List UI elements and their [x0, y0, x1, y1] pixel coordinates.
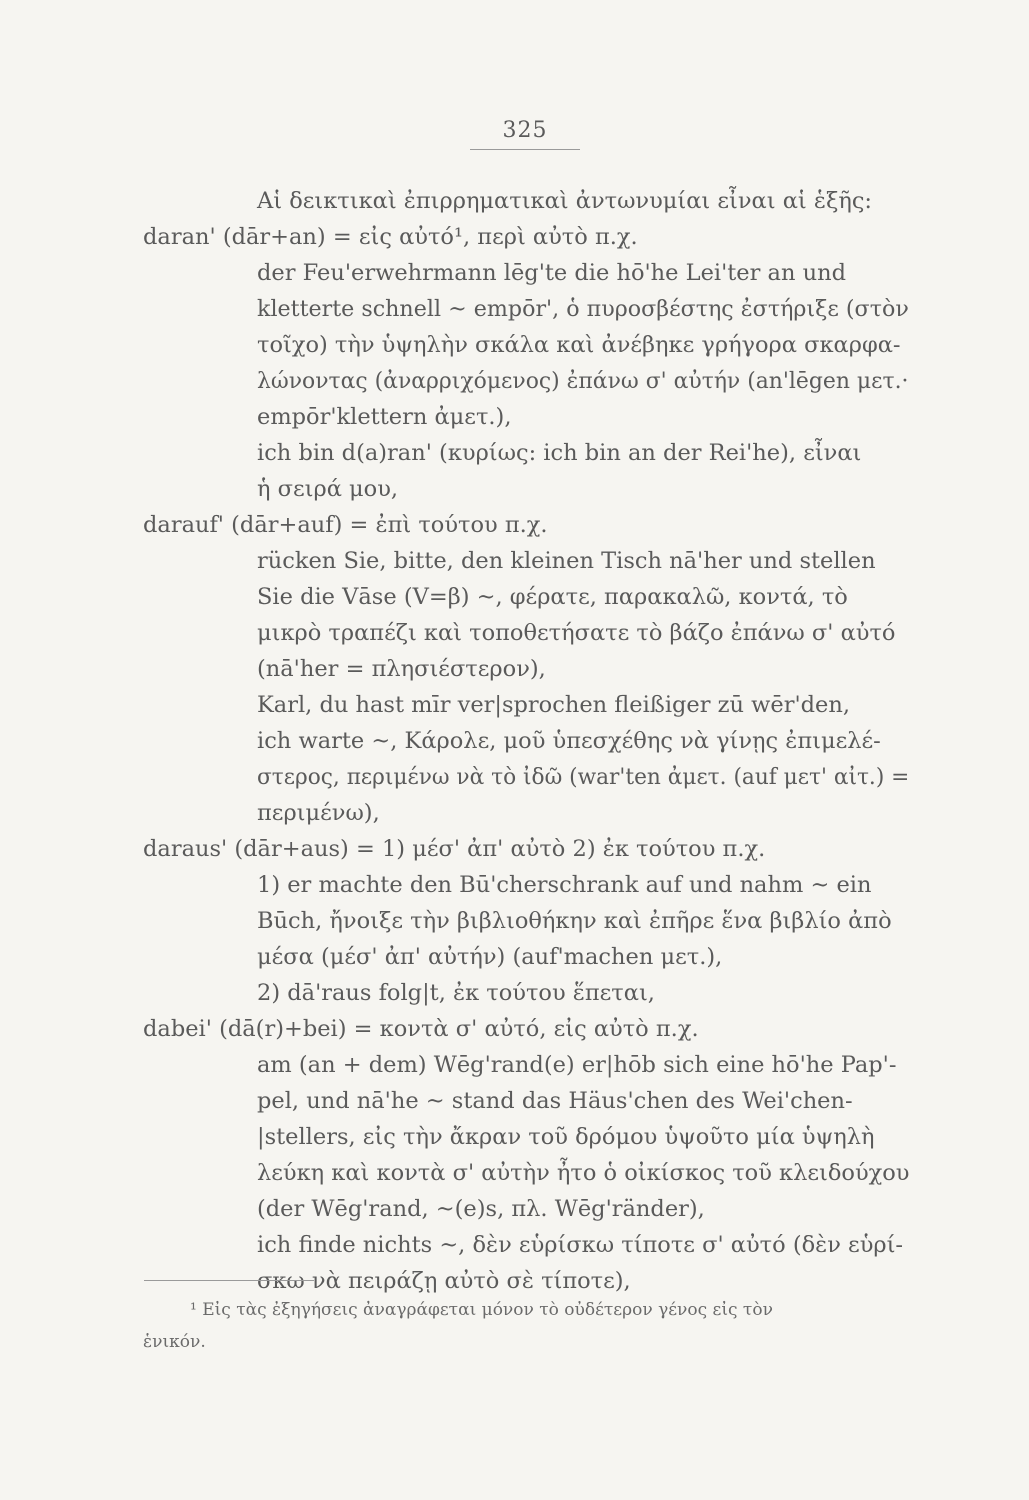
text-line: dabei' (dā(r)+bei) = κοντὰ σ' αὐτό, εἰς αὐτὸ π.χ. [143, 1016, 699, 1042]
text-line: 1) er machte den Bū'cherschrank auf und nahm ~ ein [257, 872, 872, 898]
text-line: σκω νὰ πειράζῃ αὐτὸ σὲ τίποτε), [257, 1268, 631, 1294]
text-line: ich bin d(a)ran' (κυρίως: ich bin an der Rei'he), εἶναι [257, 440, 862, 466]
text-line: kletterte schnell ~ empōr', ὁ πυροσβέστης ἐστήριξε (στὸν [257, 296, 909, 322]
text-line: am (an + dem) Wēg'rand(e) er|hōb sich eine hō'he Pap'- [257, 1052, 897, 1078]
text-line: Αἱ δεικτικαὶ ἐπιρρηματικαὶ ἀντωνυμίαι εἶναι αἱ ἑξῆς: [257, 188, 873, 214]
text-line: der Feu'erwehrmann lēg'te die hō'he Lei'ter an und [257, 260, 846, 286]
text-line: |stellers, εἰς τὴν ἄκραν τοῦ δρόμου ὑψοῦτο μία ὑψηλὴ [257, 1124, 875, 1150]
text-line: darauf' (dār+auf) = ἐπὶ τούτου π.χ. [143, 512, 548, 538]
footnote-line: ἑνικόν. [143, 1332, 206, 1352]
text-line: Būch, ἤνοιξε τὴν βιβλιοθήκην καὶ ἐπῆρε ἕνα βιβλίο ἀπὸ [257, 908, 892, 934]
text-line: μέσα (μέσ' ἀπ' αὐτήν) (auf'machen μετ.), [257, 944, 723, 970]
page-number: 325 [470, 118, 580, 150]
footnote-line: ¹ Εἰς τὰς ἐξηγήσεις ἀναγράφεται μόνον τὸ οὐδέτερον γένος εἰς τὸν [190, 1300, 773, 1320]
text-line: 2) dā'raus folg|t, ἐκ τούτου ἕπεται, [257, 980, 655, 1006]
text-line: (nā'her = πλησιέστερον), [257, 656, 546, 682]
text-line: μικρὸ τραπέζι καὶ τοποθετήσατε τὸ βάζο ἐπάνω σ' αὐτό [257, 620, 896, 646]
footnote-divider [144, 1280, 314, 1281]
text-line: daraus' (dār+aus) = 1) μέσ' ἀπ' αὐτὸ 2) ἐκ τούτου π.χ. [143, 836, 766, 862]
text-line: pel, und nā'he ~ stand das Häus'chen des Wei'chen- [257, 1088, 853, 1114]
text-line: rücken Sie, bitte, den kleinen Tisch nā'her und stellen [257, 548, 876, 574]
text-line: στερος, περιμένω νὰ τὸ ἰδῶ (war'ten ἀμετ. (auf μετ' αἰτ.) = [257, 764, 910, 790]
text-line: empōr'klettern ἀμετ.), [257, 404, 512, 430]
text-line: λώνοντας (ἀναρριχόμενος) ἐπάνω σ' αὐτήν (an'lēgen μετ.· [257, 368, 909, 394]
text-line: Sie die Vāse (V=β) ~, φέρατε, παρακαλῶ, κοντά, τὸ [257, 584, 848, 610]
text-line: (der Wēg'rand, ~(e)s, πλ. Wēg'ränder), [257, 1196, 705, 1222]
text-line: λεύκη καὶ κοντὰ σ' αὐτὴν ἦτο ὁ οἰκίσκος τοῦ κλειδούχου [257, 1160, 910, 1186]
text-line: ich finde nichts ~, δὲν εὑρίσκω τίποτε σ' αὐτό (δὲν εὑρί- [257, 1232, 904, 1258]
text-line: τοῖχο) τὴν ὑψηλὴν σκάλα καὶ ἀνέβηκε γρήγορα σκαρφα- [257, 332, 901, 358]
text-line: daran' (dār+an) = εἰς αὐτό¹, περὶ αὐτὸ π.χ. [143, 224, 638, 250]
text-line: Karl, du hast mīr ver|sprochen fleißiger zū wēr'den, [257, 692, 851, 718]
text-line: περιμένω), [257, 800, 380, 826]
text-line: ich warte ~, Κάρολε, μοῦ ὑπεσχέθης νὰ γίνῃς ἐπιμελέ- [257, 728, 881, 754]
text-line: ἡ σειρά μου, [257, 476, 399, 502]
